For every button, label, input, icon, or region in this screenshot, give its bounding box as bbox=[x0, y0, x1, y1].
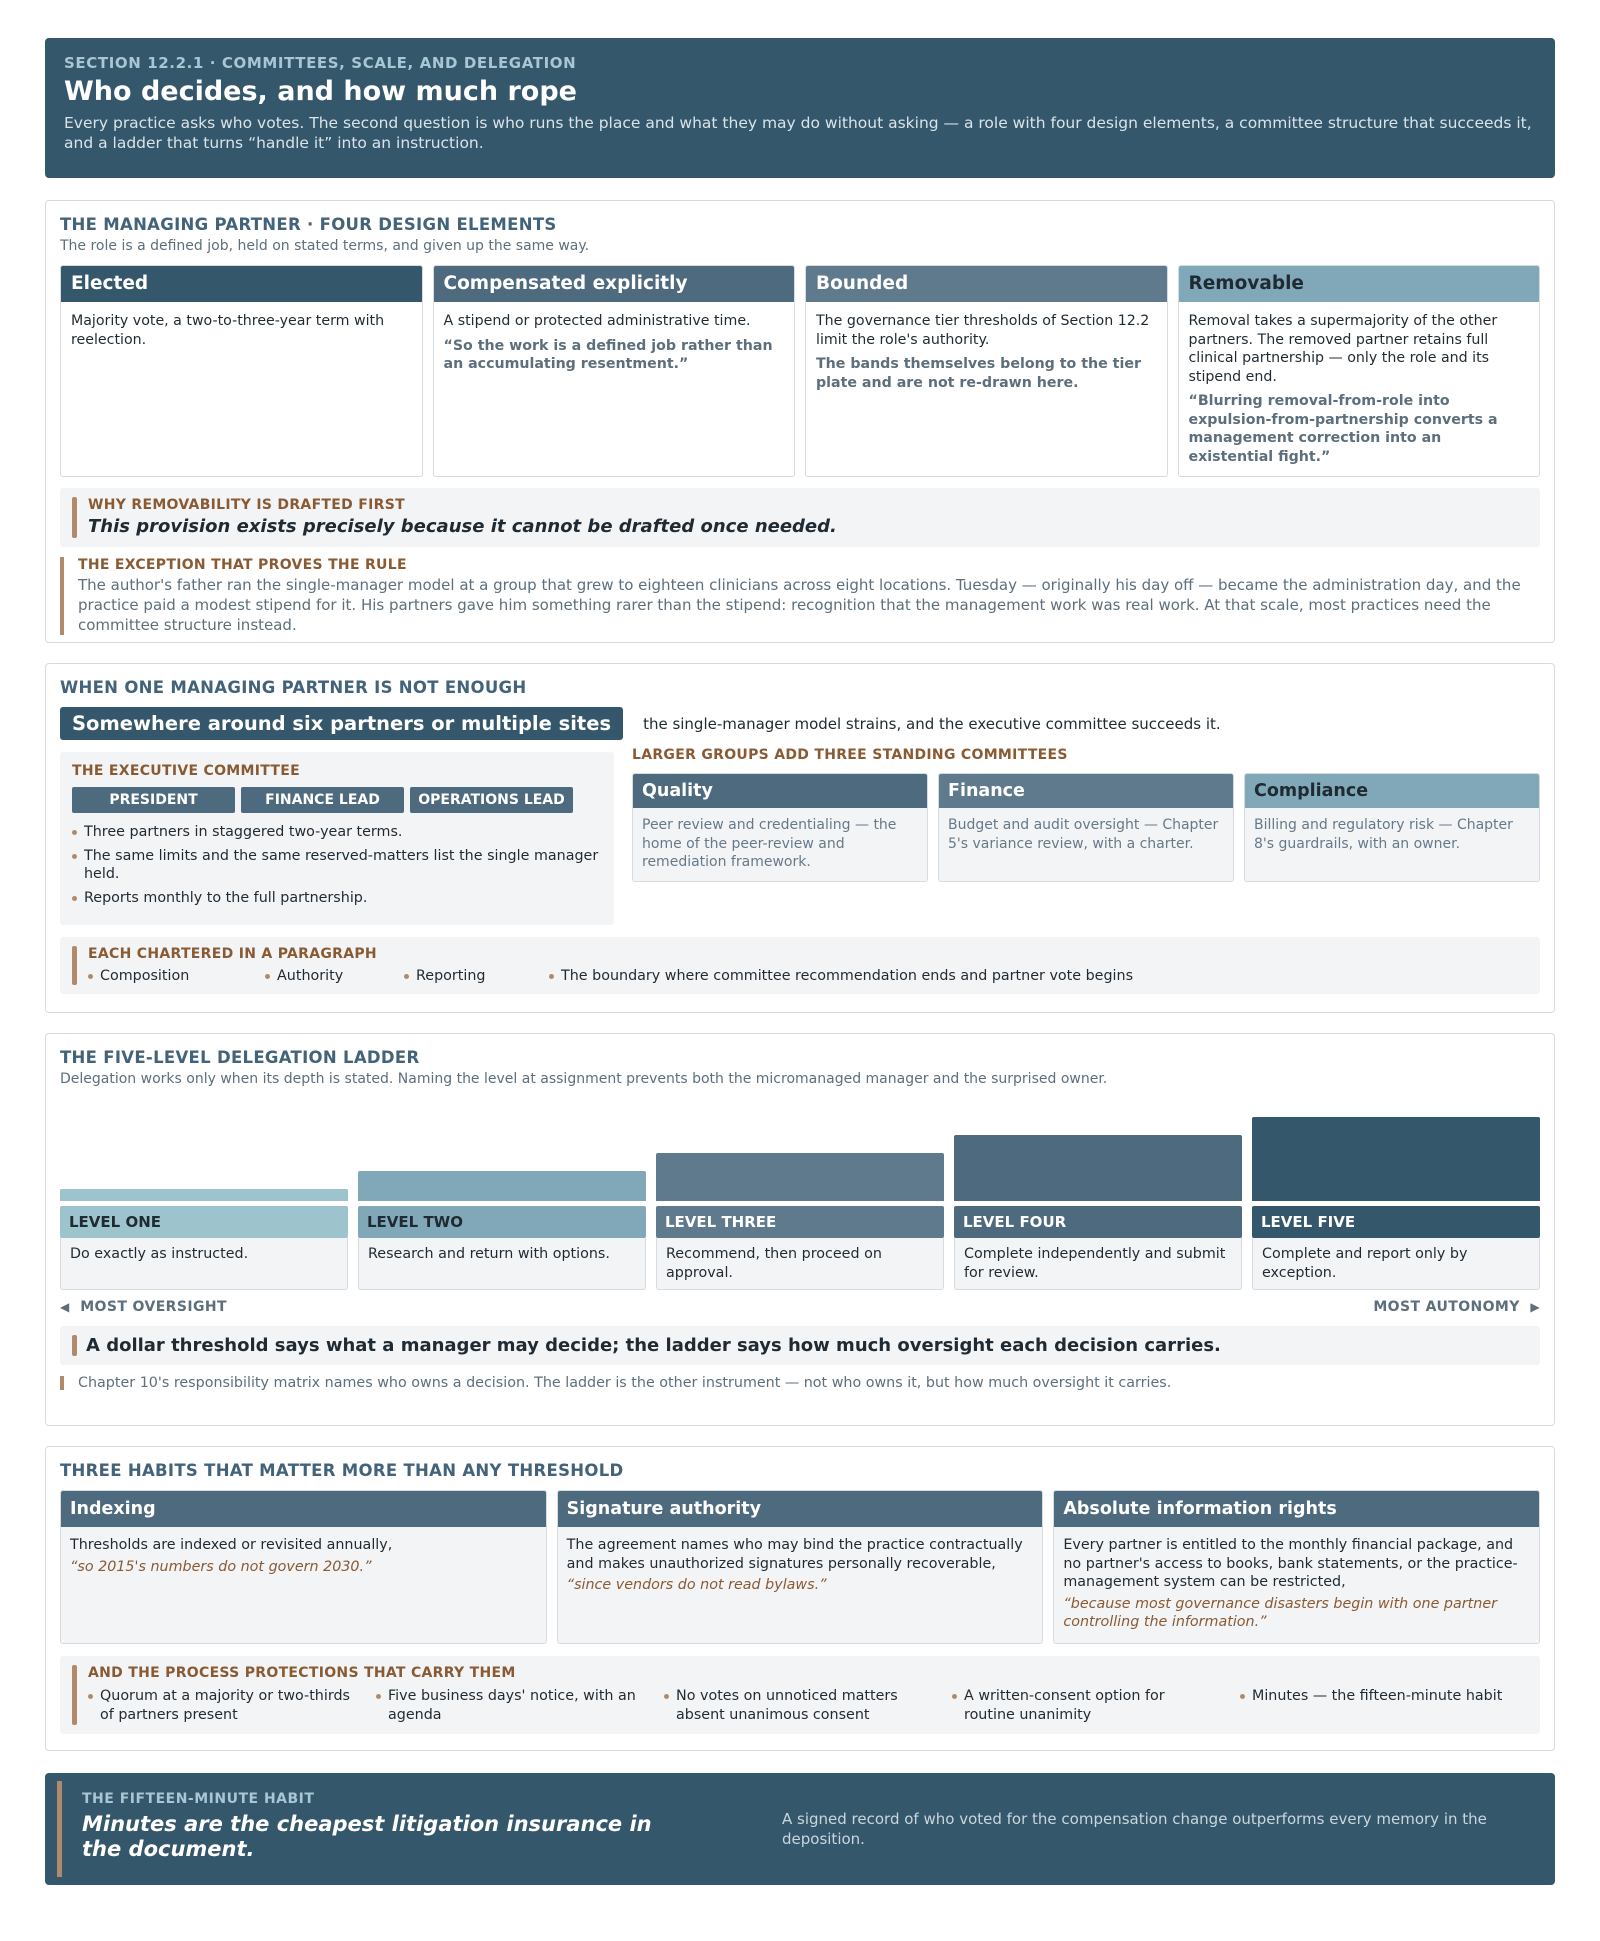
habit-card-text: Every partner is entitled to the monthly financial package, and no partner's access to books, bank statements, or the practice-management system can be restricted, bbox=[1063, 1537, 1518, 1590]
habit-card-signature-authority bbox=[557, 1490, 1044, 1644]
section-title: THREE HABITS THAT MATTER MORE THAN ANY THRESHOLD bbox=[60, 1461, 624, 1480]
committee-card-quality bbox=[632, 773, 928, 882]
element-card-elected bbox=[60, 265, 423, 477]
protections-tag: AND THE PROCESS PROTECTIONS THAT CARRY THEM bbox=[88, 1665, 516, 1681]
element-card-text: Removal takes a supermajority of the other partners. The removed partner retains full clinical partnership — only the role and its stipend end. bbox=[1188, 313, 1498, 385]
ladder-step-label: LEVEL TWO bbox=[358, 1206, 646, 1238]
ladder-step-description: Complete independently and submit for review. bbox=[954, 1238, 1242, 1290]
axis-right-label: MOST AUTONOMY bbox=[1373, 1299, 1520, 1315]
accent-bar bbox=[72, 1335, 77, 1356]
ladder-step bbox=[954, 1135, 1242, 1290]
callout-tag: WHY REMOVABILITY IS DRAFTED FIRST bbox=[88, 497, 405, 513]
element-card-compensated bbox=[433, 265, 796, 477]
ladder-step bbox=[60, 1189, 348, 1290]
committee-card-text: Billing and regulatory risk — Chapter 8's guardrails, with an owner. bbox=[1245, 808, 1539, 882]
element-card-removable bbox=[1178, 265, 1541, 477]
ladder-step-description: Complete and report only by exception. bbox=[1252, 1238, 1540, 1290]
section-title: WHEN ONE MANAGING PARTNER IS NOT ENOUGH bbox=[60, 678, 527, 697]
protection-item: Minutes — the fifteen-minute habit bbox=[1240, 1687, 1505, 1724]
habit-card-text: Thresholds are indexed or revisited annually, bbox=[70, 1537, 393, 1553]
protections-callout bbox=[60, 1656, 1540, 1734]
list-item: Reports monthly to the full partnership. bbox=[72, 889, 602, 908]
ladder-step-bar bbox=[358, 1171, 646, 1201]
footer-text: A signed record of who voted for the compensation change outperforms every memory in the deposition. bbox=[782, 1810, 1487, 1848]
ladder-step-label: LEVEL ONE bbox=[60, 1206, 348, 1238]
delegation-ladder-panel bbox=[45, 1033, 1555, 1426]
threshold-strap: Somewhere around six partners or multiple sites bbox=[60, 707, 623, 740]
accent-bar bbox=[72, 497, 77, 538]
section-subtitle: The role is a defined job, held on stated terms, and given up the same way. bbox=[60, 238, 590, 254]
ladder-step bbox=[656, 1153, 944, 1290]
ladder-step-description: Research and return with options. bbox=[358, 1238, 646, 1290]
habit-card-quote: “since vendors do not read bylaws.” bbox=[566, 1577, 827, 1593]
habit-card-indexing bbox=[60, 1490, 547, 1644]
protection-item: Five business days' notice, with an agenda bbox=[376, 1687, 641, 1724]
list-item: Three partners in staggered two-year terms. bbox=[72, 823, 602, 842]
element-card-quote: The bands themselves belong to the tier plate and are not re-drawn here. bbox=[816, 356, 1141, 391]
design-elements bbox=[60, 265, 1540, 477]
habit-card-quote: “so 2015's numbers do not govern 2030.” bbox=[70, 1558, 372, 1575]
ladder-step-label: LEVEL THREE bbox=[656, 1206, 944, 1238]
ladder-step-bar bbox=[1252, 1117, 1540, 1201]
ladder-step-description: Do exactly as instructed. bbox=[60, 1238, 348, 1290]
protection-item: No votes on unnoticed matters absent unanimous consent bbox=[664, 1687, 929, 1724]
managing-partner-panel bbox=[45, 200, 1555, 643]
standing-tag: LARGER GROUPS ADD THREE STANDING COMMITTEES bbox=[632, 747, 1068, 763]
footer-banner bbox=[45, 1773, 1555, 1885]
chartered-callout bbox=[60, 937, 1540, 994]
committee-card-compliance bbox=[1244, 773, 1540, 882]
exec-tag: THE EXECUTIVE COMMITTEE bbox=[72, 763, 300, 779]
footer-tag: THE FIFTEEN-MINUTE HABIT bbox=[82, 1791, 315, 1807]
element-card-title: Compensated explicitly bbox=[434, 266, 795, 302]
callout-text: This provision exists precisely because it cannot be drafted once needed. bbox=[88, 516, 837, 537]
habit-card-title: Signature authority bbox=[558, 1491, 1043, 1527]
exception-tag: THE EXCEPTION THAT PROVES THE RULE bbox=[78, 557, 407, 573]
element-card-title: Elected bbox=[61, 266, 422, 302]
role-pill-president: PRESIDENT bbox=[72, 787, 235, 813]
habits-panel bbox=[45, 1446, 1555, 1751]
element-card-text: A stipend or protected administrative time. bbox=[443, 313, 751, 329]
removability-callout bbox=[60, 488, 1540, 547]
element-card-title: Bounded bbox=[806, 266, 1167, 302]
ladder-quote-text: A dollar threshold says what a manager may decide; the ladder says how much oversight each decision carries. bbox=[86, 1335, 1221, 1356]
habit-card-text: The agreement names who may bind the practice contractually and makes unauthorized signatures personally recoverable, bbox=[566, 1537, 1023, 1572]
section-kicker: SECTION 12.2.1 · COMMITTEES, SCALE, AND DELEGATION bbox=[64, 54, 577, 72]
element-card-bounded bbox=[805, 265, 1168, 477]
element-card-title: Removable bbox=[1179, 266, 1540, 302]
chartered-item: Composition bbox=[88, 968, 265, 984]
committee-card-title: Finance bbox=[939, 774, 1233, 808]
exec-bullets bbox=[72, 823, 602, 907]
ladder-step-description: Recommend, then proceed on approval. bbox=[656, 1238, 944, 1290]
ladder-step bbox=[358, 1171, 646, 1290]
right-arrow-icon: ▶ bbox=[1530, 1300, 1540, 1314]
list-item: The same limits and the same reserved-matters list the single manager held. bbox=[72, 847, 602, 884]
habit-card-quote: “because most governance disasters begin with one partner controlling the information.” bbox=[1063, 1595, 1497, 1630]
executive-committee-box bbox=[60, 752, 614, 925]
habit-card-title: Absolute information rights bbox=[1054, 1491, 1539, 1527]
ladder-quote bbox=[60, 1326, 1540, 1365]
axis-left-label: MOST OVERSIGHT bbox=[80, 1299, 227, 1315]
delegation-ladder bbox=[60, 1095, 1540, 1290]
chartered-item: Reporting bbox=[404, 968, 549, 984]
accent-bar bbox=[57, 1781, 62, 1877]
committee-card-finance bbox=[938, 773, 1234, 882]
exception-text: The author's father ran the single-manager model at a group that grew to eighteen clinicians across eight locations. Tuesday — originally his day off — became the administration day, and the practice paid a modest stipend for it. His partners gave him something rarer than the stipend: recognition that the management work was real work. At that scale, most practices need the committee structure instead. bbox=[78, 576, 1521, 634]
accent-bar bbox=[60, 557, 64, 635]
ladder-step bbox=[1252, 1117, 1540, 1290]
element-card-text: Majority vote, a two-to-three-year term with reelection. bbox=[71, 313, 385, 348]
section-subtitle: Delegation works only when its depth is stated. Naming the level at assignment prevents both the micromanaged manager and the surprised owner. bbox=[60, 1071, 1108, 1087]
ladder-note bbox=[60, 1375, 1540, 1391]
executive-committee-panel bbox=[45, 663, 1555, 1013]
page-title: Who decides, and how much rope bbox=[64, 76, 577, 107]
section-title: THE FIVE-LEVEL DELEGATION LADDER bbox=[60, 1048, 420, 1067]
habit-card-title: Indexing bbox=[61, 1491, 546, 1527]
accent-bar bbox=[72, 946, 77, 985]
footer-headline: Minutes are the cheapest litigation insurance in the document. bbox=[82, 1812, 652, 1861]
committee-card-text: Budget and audit oversight — Chapter 5's variance review, with a charter. bbox=[939, 808, 1233, 882]
element-card-text: The governance tier thresholds of Section 12.2 limit the role's authority. bbox=[816, 313, 1150, 348]
ladder-step-bar bbox=[954, 1135, 1242, 1201]
element-card-quote: “Blurring removal-from-role into expulsion-from-partnership converts a management correction into an existential fight.” bbox=[1188, 393, 1498, 465]
page-lede: Every practice asks who votes. The second question is who runs the place and what they may do without asking — a role with four design elements, a committee structure that succeeds it, and a ladder that turns “handle it” into an instruction. bbox=[64, 114, 1532, 152]
exec-roles bbox=[72, 787, 602, 813]
section-title: THE MANAGING PARTNER · FOUR DESIGN ELEMENTS bbox=[60, 215, 557, 234]
left-arrow-icon: ◀ bbox=[60, 1300, 70, 1314]
accent-bar bbox=[72, 1665, 77, 1725]
committee-card-text: Peer review and credentialing — the home of the peer-review and remediation framework. bbox=[633, 808, 927, 882]
element-card-quote: “So the work is a defined job rather than an accumulating resentment.” bbox=[443, 337, 773, 372]
exception-note bbox=[60, 557, 1540, 635]
ladder-step-bar bbox=[656, 1153, 944, 1201]
accent-bar bbox=[60, 1376, 64, 1390]
role-pill-finance-lead: FINANCE LEAD bbox=[241, 787, 404, 813]
ladder-axis bbox=[60, 1299, 1540, 1315]
chartered-item: Authority bbox=[265, 968, 404, 984]
committee-card-title: Compliance bbox=[1245, 774, 1539, 808]
protection-item: A written-consent option for routine unanimity bbox=[952, 1687, 1217, 1724]
ladder-note-text: Chapter 10's responsibility matrix names who owns a decision. The ladder is the other instrument — not who owns it, but how much oversight it carries. bbox=[78, 1375, 1172, 1391]
ladder-step-label: LEVEL FOUR bbox=[954, 1206, 1242, 1238]
threshold-strap-tail: the single-manager model strains, and the executive committee succeeds it. bbox=[643, 714, 1221, 733]
habit-card-information-rights bbox=[1053, 1490, 1540, 1644]
committee-card-title: Quality bbox=[633, 774, 927, 808]
ladder-step-label: LEVEL FIVE bbox=[1252, 1206, 1540, 1238]
chartered-tag: EACH CHARTERED IN A PARAGRAPH bbox=[88, 946, 377, 962]
protection-item: Quorum at a majority or two-thirds of partners present bbox=[88, 1687, 353, 1724]
chartered-item: The boundary where committee recommendation ends and partner vote begins bbox=[549, 968, 1133, 984]
role-pill-operations-lead: OPERATIONS LEAD bbox=[410, 787, 573, 813]
header-banner bbox=[45, 38, 1555, 178]
standing-committees bbox=[632, 747, 1540, 925]
ladder-step-bar bbox=[60, 1189, 348, 1201]
